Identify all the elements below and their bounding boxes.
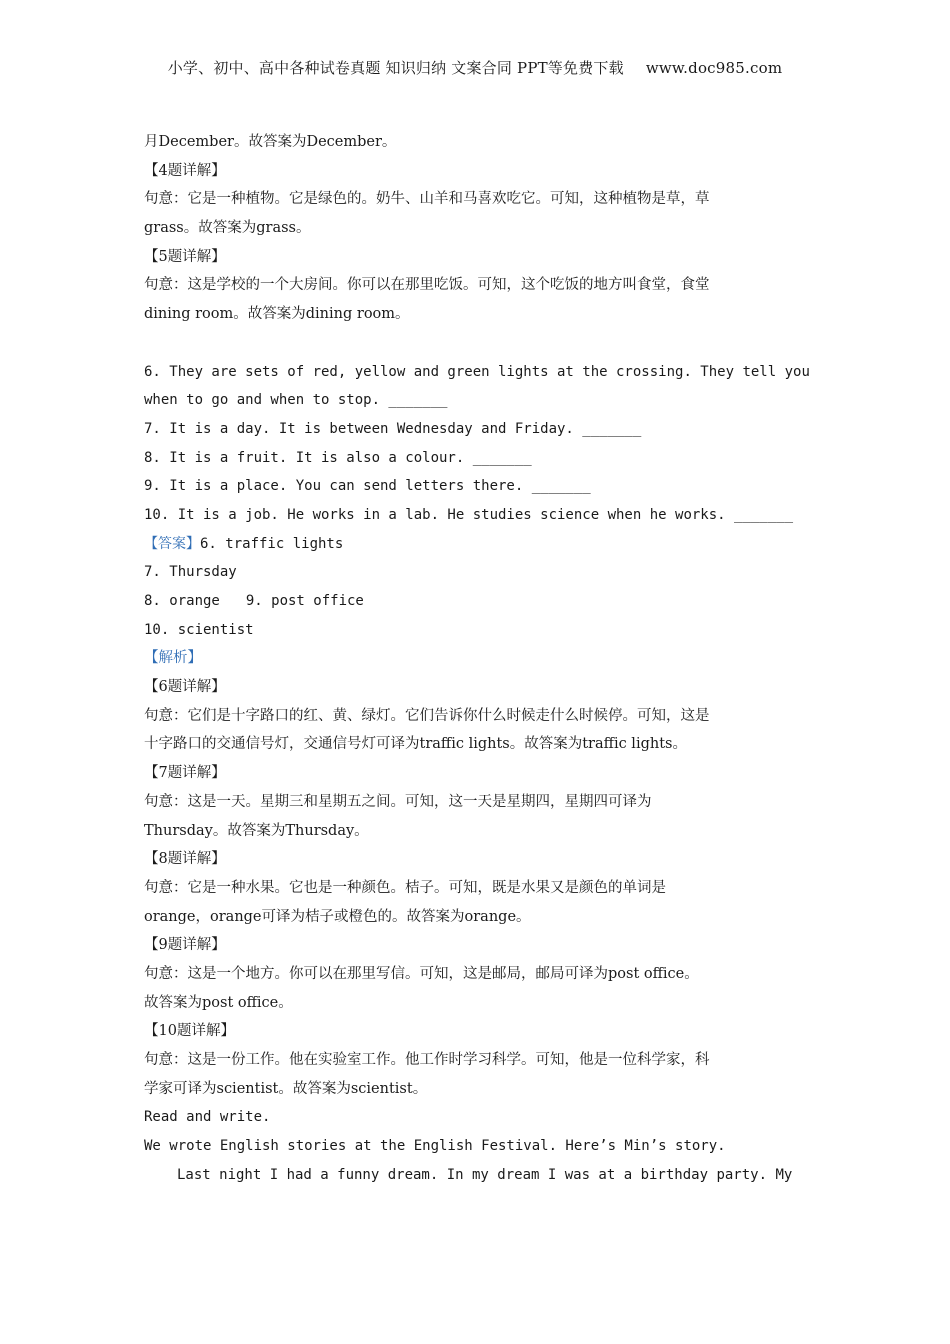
section-heading-q8: 【8题详解】 bbox=[144, 851, 226, 868]
text-line: 句意：它们是十字路口的红、黄、绿灯。它们告诉你什么时候走什么时候停。可知，这是 bbox=[144, 707, 710, 724]
text-line: 十字路口的交通信号灯，交通信号灯可译为traffic lights。故答案为traffic lights。 bbox=[144, 736, 687, 753]
section-heading-q6: 【6题详解】 bbox=[144, 679, 226, 696]
text-line: 故答案为post office。 bbox=[144, 994, 293, 1011]
question-6-line-2: when to go and when to stop. _______ bbox=[144, 392, 448, 409]
section-heading-q4: 【4题详解】 bbox=[144, 162, 226, 179]
section-heading-q5: 【5题详解】 bbox=[144, 248, 226, 265]
answer-10: 10. scientist bbox=[144, 621, 254, 638]
answer-tag: 【答案】 bbox=[144, 535, 200, 552]
text-line: 月December。故答案为December。 bbox=[144, 134, 397, 150]
question-9: 9. It is a place. You can send letters there. _______ bbox=[144, 478, 591, 495]
question-8: 8. It is a fruit. It is also a colour. _______ bbox=[144, 449, 532, 466]
text-line: orange，orange可译为桔子或橙色的。故答案为orange。 bbox=[144, 908, 531, 925]
text-line: Thursday。故答案为Thursday。 bbox=[144, 822, 369, 839]
answer-8-9-line bbox=[144, 587, 809, 616]
section-heading-q9: 【9题详解】 bbox=[144, 937, 226, 954]
text-line: 句意：它是一种植物。它是绿色的。奶牛、山羊和马喜欢吃它。可知，这种植物是草，草 bbox=[144, 191, 710, 208]
story-intro: We wrote English stories at the English Festival. Here’s Min’s story. bbox=[144, 1138, 726, 1155]
question-7: 7. It is a day. It is between Wednesday and Friday. _______ bbox=[144, 420, 642, 437]
answer-7: 7. Thursday bbox=[144, 564, 237, 581]
story-paragraph: Last night I had a funny dream. In my dream I was at a birthday party. My bbox=[177, 1166, 793, 1183]
header-text: 小学、初中、高中各种试卷真题 知识归纳 文案合同 PPT等免费下载 bbox=[167, 59, 624, 77]
answer-9: 9. post office bbox=[245, 593, 364, 609]
text-line: 句意：这是一个地方。你可以在那里写信。可知，这是邮局，邮局可译为post office。 bbox=[144, 965, 699, 982]
text-line: 句意：它是一种水果。它也是一种颜色。桔子。可知，既是水果又是颜色的单词是 bbox=[144, 879, 666, 896]
text-line: 句意：这是一天。星期三和星期五之间。可知，这一天是星期四，星期四可译为 bbox=[144, 793, 652, 810]
read-and-write-heading: Read and write. bbox=[144, 1109, 271, 1126]
answer-6: 6. traffic lights bbox=[200, 535, 344, 552]
header-site-link[interactable]: www.doc985.com bbox=[645, 59, 783, 77]
question-6-line-1: 6. They are sets of red, yellow and green lights at the crossing. They tell you bbox=[144, 363, 810, 380]
text-line: 句意：这是学校的一个大房间。你可以在那里吃饭。可知，这个吃饭的地方叫食堂，食堂 bbox=[144, 277, 710, 294]
question-10: 10. It is a job. He works in a lab. He studies science when he works. _______ bbox=[144, 506, 794, 523]
document-body bbox=[144, 128, 809, 1189]
text-line: grass。故答案为grass。 bbox=[144, 220, 311, 237]
spacer bbox=[144, 329, 809, 358]
section-heading-q7: 【7题详解】 bbox=[144, 765, 226, 782]
answer-8: 8. orange bbox=[144, 593, 220, 609]
answer-line bbox=[144, 530, 809, 559]
text-line: 学家可译为scientist。故答案为scientist。 bbox=[144, 1080, 428, 1097]
text-line: 句意：这是一份工作。他在实验室工作。他工作时学习科学。可知，他是一位科学家，科 bbox=[144, 1052, 710, 1068]
page-header bbox=[0, 57, 950, 78]
analysis-tag: 【解析】 bbox=[144, 650, 202, 667]
section-heading-q10: 【10题详解】 bbox=[144, 1023, 235, 1040]
text-line: dining room。故答案为dining room。 bbox=[144, 306, 410, 323]
